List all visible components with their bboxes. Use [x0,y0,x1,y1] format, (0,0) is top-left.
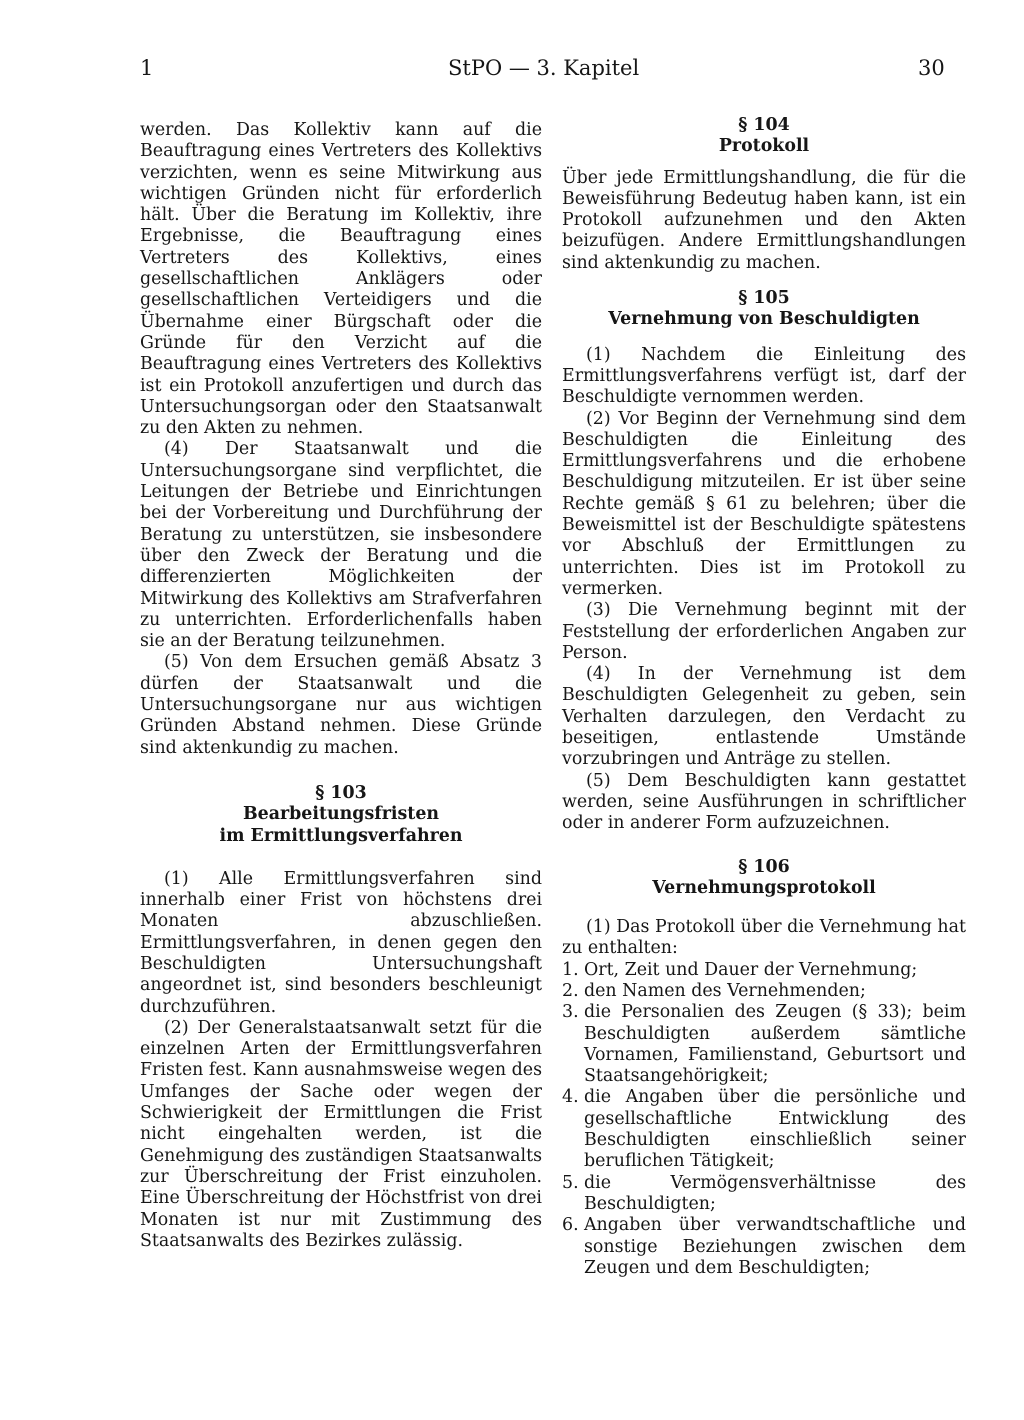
page-number: 30 [918,56,945,80]
section-104-heading [562,115,966,158]
paragraph-continued: werden. Das Kollektiv kann auf die Beauftragung eines Vertreters des Kollektivs verzichten, wenn es seine Mitwirkung aus wichtigen Gründen nicht für erforderlich hält. Über die Beratung im Kollektiv, ihre Ergebnisse, die Beauftragung eines Vertreters des Kollektivs, eines gesellschaftlichen Anklägers oder gesellschaftlichen Verteidigers und die Übernahme einer Bürgschaft oder die Gründe für den Verzicht auf die Beauftragung eines Vertreters des Kollektivs ist ein Protokoll anzufertigen und durch das Untersuchungsorgan oder den Staatsanwalt zu den Akten zu nehmen. [140,120,542,439]
paragraph-102-4: (4) Der Staatsanwalt und die Untersuchungsorgane sind verpflichtet, die Leitungen der Betriebe und Einrichtungen bei der Vorbereitung und Durchführung der Beratung zu unterstützen, sie insbesondere über den Zweck der Beratung und die differenzierten Möglichkeiten der Mitwirkung des Kollektivs am Strafverfahren zu unterrichten. Erforderlichenfalls haben sie an der Beratung teilzunehmen. [140,439,542,652]
section-103-heading [140,783,542,847]
left-column [140,120,542,1252]
paragraph-105-5: (5) Dem Beschuldigten kann gestattet werden, seine Ausführungen in schriftlicher oder in anderer Form aufzuzeichnen. [562,770,966,834]
section-title: Vernehmung von Beschuldigten [608,309,920,330]
list-item: 6. Angaben über verwandtschaftliche und sonstige Beziehungen zwischen dem Zeugen und dem Beschuldigten; [562,1215,966,1278]
section-title: Vernehmungsprotokoll [652,877,876,898]
paragraph-106-1: (1) Das Protokoll über die Vernehmung hat zu enthalten: [562,917,966,959]
section-title: Protokoll [718,136,810,157]
section-number: § 104 [738,115,790,135]
paragraph-103-1: (1) Alle Ermittlungsverfahren sind innerhalb einer Frist von höchstens drei Monaten abzuschließen. Ermittlungsverfahren, in denen gegen den Beschuldigten Untersuchungshaft angeordnet ist, sind besonders beschleunigt durchzuführen. [140,868,542,1017]
section-number: § 105 [738,288,790,309]
paragraph-102-5: (5) Von dem Ersuchen gemäß Absatz 3 dürfen der Staatsanwalt und die Untersuchungsorgane nur aus wichtigen Gründen Abstand nehmen. Diese Gründe sind aktenkundig zu machen. [140,652,542,758]
list-item: 4. die Angaben über die persönliche und gesellschaftliche Entwicklung des Beschuldigten einschließlich seiner beruflichen Tätigkeit; [562,1087,966,1172]
paragraph-105-1: (1) Nachdem die Einleitung des Ermittlungsverfahrens verfügt ist, darf der Beschuldigte vernommen werden. [562,344,966,408]
section-106-heading [562,857,966,900]
section-title: Bearbeitungsfristen im Ermittlungsverfahren [219,804,463,846]
header-title: StPO — 3. Kapitel [448,56,640,80]
header-volume-number: 1 [140,56,154,80]
section-number: § 106 [738,856,790,877]
right-column [562,115,966,1279]
paragraph-104: Über jede Ermittlungshandlung, die für die Beweisführung Bedeutug haben kann, ist ein Protokoll aufzunehmen und den Akten beizufügen. Andere Ermittlungshandlungen sind aktenkundig zu machen. [562,167,966,273]
list-item: 3. die Personalien des Zeugen (§ 33); beim Beschuldigten außerdem sämtliche Vornamen, Familienstand, Geburtsort und Staatsangehörigkeit; [562,1002,966,1087]
list-item: 5. die Vermögensverhältnisse des Beschuldigten; [562,1172,966,1214]
paragraph-105-3: (3) Die Vernehmung beginnt mit der Feststellung der erforderlichen Angaben zur Person. [562,600,966,663]
protocol-contents-list [562,960,966,1279]
paragraph-105-4: (4) In der Vernehmung ist dem Beschuldigten Gelegenheit zu geben, sein Verhalten darzulegen, den Verdacht zu beseitigen, entlastende Umstände vorzubringen und Anträge zu stellen. [562,664,966,770]
section-105-heading [562,288,966,331]
paragraph-105-2: (2) Vor Beginn der Vernehmung sind dem Beschuldigten die Einleitung des Ermittlungsverfahrens und die erhobene Beschuldigung mitzuteilen. Er ist über seine Rechte gemäß § 61 zu belehren; über die Beweismittel ist der Beschuldigte spätestens vor Abschluß der Ermittlungen zu unterrichten. Dies ist im Protokoll zu vermerken. [562,408,966,599]
paragraph-103-2: (2) Der Generalstaatsanwalt setzt für die einzelnen Arten der Ermittlungsverfahren Fristen fest. Kann ausnahmsweise wegen des Umfanges der Sache oder wegen der Schwierigkeit der Ermittlungen die Frist nicht eingehalten werden, ist die Genehmigung des zuständigen Staatsanwalts zur Überschreitung der Frist einzuholen. Eine Überschreitung der Höchstfrist von drei Monaten ist nur mit Zustimmung des Staatsanwalts des Bezirkes zulässig. [140,1017,542,1251]
list-item: 1. Ort, Zeit und Dauer der Vernehmung; [562,959,918,980]
list-item: 2. den Namen des Vernehmenden; [562,980,866,1001]
section-number: § 103 [315,782,367,803]
